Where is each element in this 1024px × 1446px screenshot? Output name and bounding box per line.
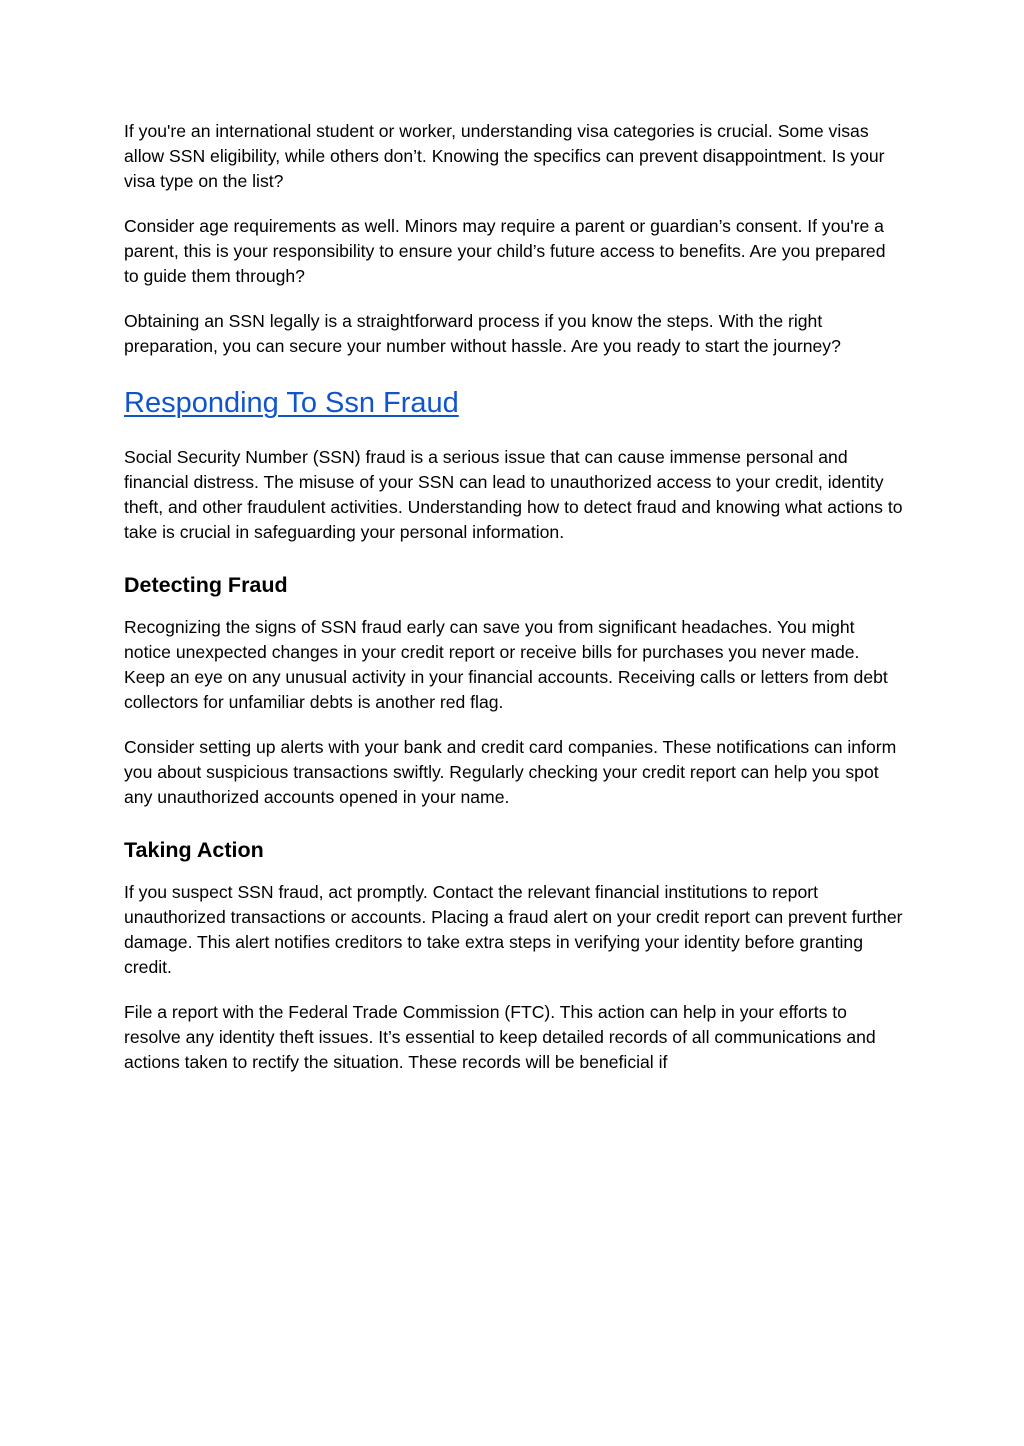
paragraph-obtaining-ssn: Obtaining an SSN legally is a straightforward process if you know the steps. With the right preparation, you can secure your number without hassle. Are you ready to start the journey? bbox=[124, 311, 841, 356]
paragraph-detecting-signs: Recognizing the signs of SSN fraud early can save you from significant headaches. You might notice unexpected changes in your credit report or receive bills for purchases you never made. Keep an eye on any unusual activity in your financial accounts. Receiving calls or letters from debt collectors for unfamiliar debts is another red flag. bbox=[124, 617, 888, 712]
subheading-detecting-fraud: Detecting Fraud bbox=[124, 573, 288, 597]
paragraph-ssn-fraud-intro: Social Security Number (SSN) fraud is a serious issue that can cause immense personal and financial distress. The misuse of your SSN can lead to unauthorized access to your credit, identity theft, and other fraudulent activities. Understanding how to detect fraud and knowing what actions to take is crucial in safeguarding your personal information. bbox=[124, 447, 903, 542]
paragraph-visa-categories: If you're an international student or worker, understanding visa categories is crucial. Some visas allow SSN eligibility, while others don’t. Knowing the specifics can prevent disappointment. Is your visa type on the list? bbox=[124, 121, 885, 191]
heading-link-responding-to-ssn-fraud[interactable]: Responding To Ssn Fraud bbox=[124, 387, 459, 419]
paragraph-action-ftc: File a report with the Federal Trade Commission (FTC). This action can help in your efforts to resolve any identity theft issues. It’s essential to keep detailed records of all communications and actions taken to rectify the situation. These records will be beneficial if bbox=[124, 1002, 876, 1072]
paragraph-age-requirements: Consider age requirements as well. Minors may require a parent or guardian’s consent. If you're a parent, this is your responsibility to ensure your child’s future access to benefits. Are you prepared to guide them through? bbox=[124, 216, 886, 286]
paragraph-detecting-alerts: Consider setting up alerts with your bank and credit card companies. These notifications can inform you about suspicious transactions swiftly. Regularly checking your credit report can help you spot any unauthorized accounts opened in your name. bbox=[124, 737, 897, 807]
document-page bbox=[124, 119, 904, 1095]
paragraph-action-contact: If you suspect SSN fraud, act promptly. Contact the relevant financial institutions to report unauthorized transactions or accounts. Placing a fraud alert on your credit report can prevent further damage. This alert notifies creditors to take extra steps in verifying your identity before granting credit. bbox=[124, 882, 903, 977]
section-heading bbox=[124, 385, 904, 421]
subheading-taking-action: Taking Action bbox=[124, 838, 264, 862]
